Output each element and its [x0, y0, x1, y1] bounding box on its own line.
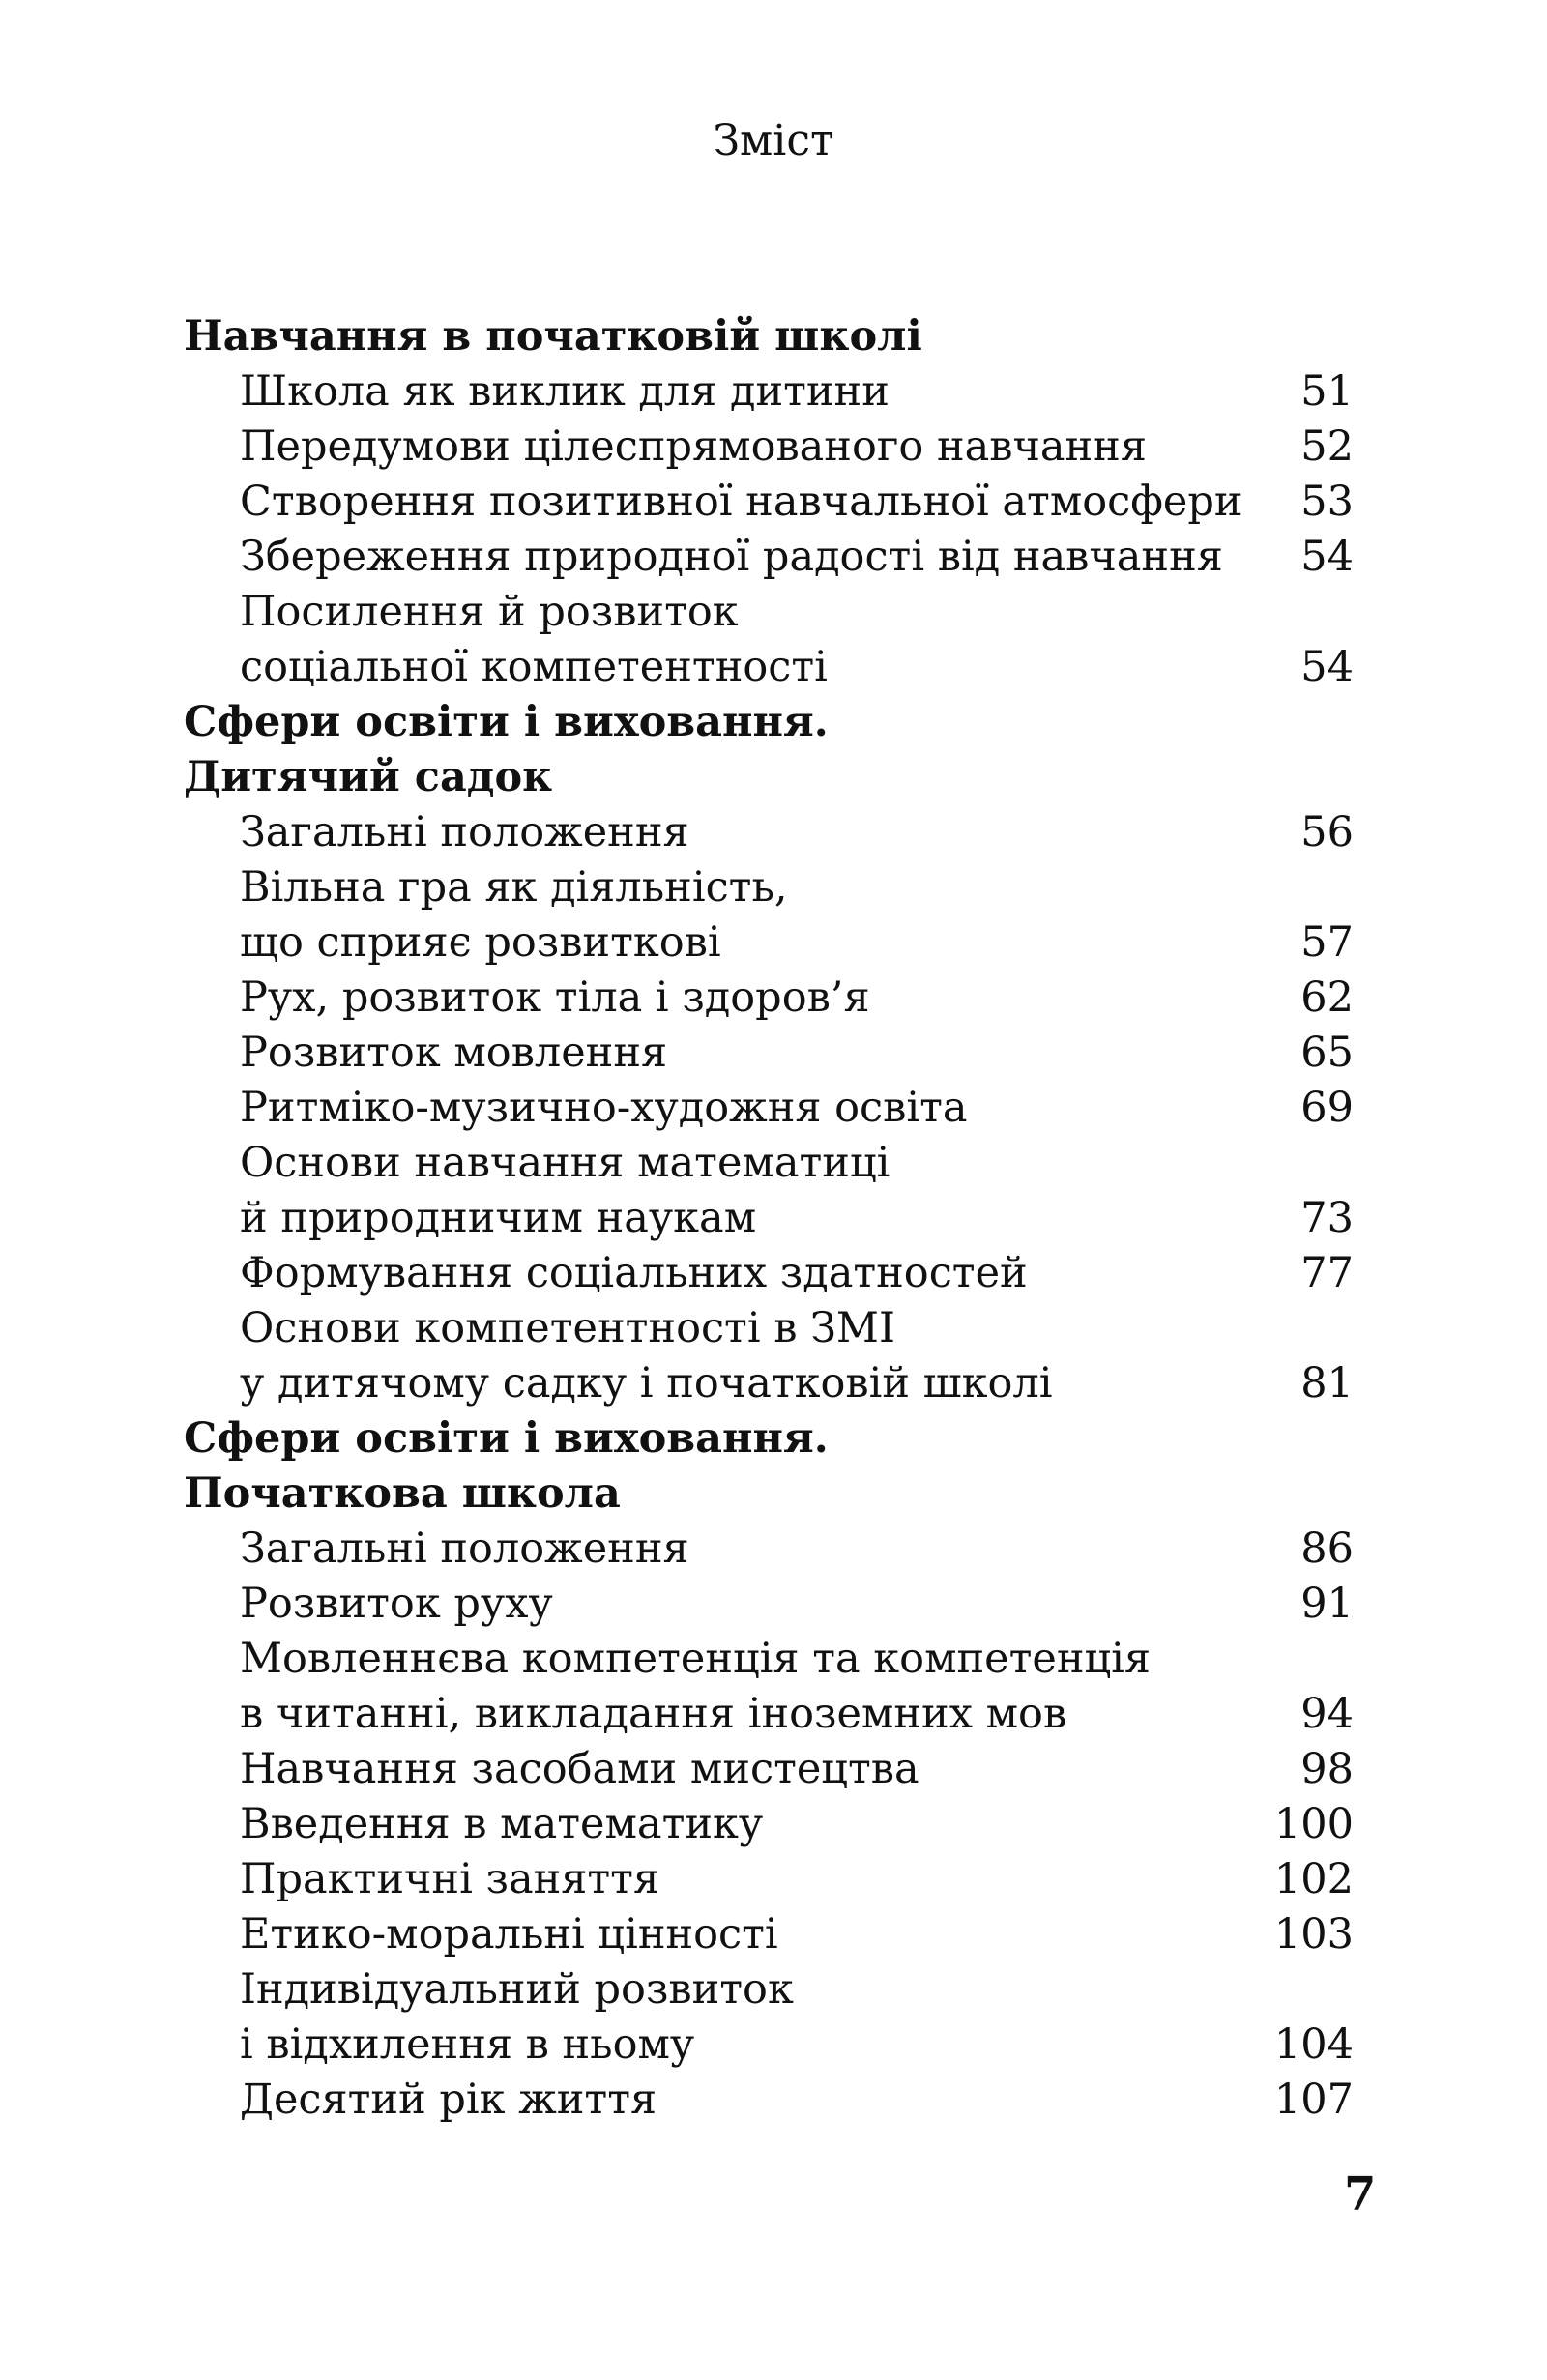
toc-entry-title: у дитячому садку і початковій школі: [240, 1359, 1053, 1408]
toc-entry-title: Введення в математику: [240, 1800, 764, 1848]
section-heading: Дитячий садок: [184, 753, 553, 801]
toc-entry-page: 51: [1300, 367, 1354, 416]
toc-entry-title: Практичні заняття: [240, 1855, 660, 1903]
toc-entry[interactable]: [240, 1522, 1354, 1577]
toc-entry-page: 54: [1300, 533, 1354, 581]
toc-entry-title: Навчання засобами мистецтва: [240, 1745, 919, 1793]
toc-entry[interactable]: [240, 475, 1354, 530]
toc-entry-title: Збереження природної радості від навчання: [240, 533, 1223, 581]
toc-entry-page: 69: [1300, 1084, 1354, 1132]
toc-entry-title: Школа як виклик для дитини: [240, 367, 890, 416]
section-heading: Навчання в початковій школі: [184, 312, 922, 361]
toc-entry-title: Загальні положення: [240, 808, 689, 856]
toc-entry[interactable]: [240, 364, 1354, 420]
toc-entry-page: 98: [1300, 1745, 1354, 1793]
page-number: 7: [1344, 2167, 1377, 2221]
toc-entry[interactable]: [240, 805, 1354, 860]
toc-entry-page: 103: [1273, 1910, 1354, 1959]
toc-entry-title: Десятий рік життя: [240, 2075, 657, 2124]
toc-entry-title: Ритміко-музично-художня освіта: [240, 1084, 968, 1132]
toc-entry-page: 57: [1300, 918, 1354, 967]
toc-entry[interactable]: [240, 530, 1354, 585]
toc-entry-title: соціальної компетентності: [240, 643, 828, 691]
section-heading: Сфери освіти і виховання.: [184, 698, 829, 746]
toc-entry[interactable]: [240, 1577, 1354, 1632]
toc-entry-title-line: Індивідуальний розвиток: [240, 1965, 794, 2014]
toc-entry[interactable]: [240, 1081, 1354, 1136]
table-of-contents: [184, 309, 1354, 2128]
toc-entry-title-line: Основи навчання математиці: [240, 1139, 890, 1187]
toc-entry-page: 107: [1273, 2075, 1354, 2124]
toc-entry-title: Етико-моральні цінності: [240, 1910, 778, 1959]
section-heading: Початкова школа: [184, 1469, 621, 1518]
toc-entry-page: 73: [1300, 1194, 1354, 1242]
toc-entry-title-line: Мовленнєва компетенція та компетенція: [240, 1635, 1152, 1683]
toc-entry[interactable]: [240, 1852, 1354, 1907]
toc-entry-page: 81: [1300, 1359, 1354, 1408]
toc-entry-page: 56: [1300, 808, 1354, 856]
toc-entry-page: 94: [1300, 1690, 1354, 1738]
toc-entry-page: 52: [1300, 422, 1354, 471]
toc-entry[interactable]: [240, 1246, 1354, 1301]
toc-entry[interactable]: [240, 971, 1354, 1026]
toc-entry-title-line: Основи компетентності в ЗМІ: [240, 1304, 895, 1352]
toc-entry-page: 53: [1300, 478, 1354, 526]
toc-entry-title: Рух, розвиток тіла і здоров’я: [240, 973, 870, 1022]
section-heading: Сфери освіти і виховання.: [184, 1414, 829, 1463]
toc-entry[interactable]: [240, 1026, 1354, 1081]
toc-entry[interactable]: [240, 1742, 1354, 1797]
toc-entry-page: 54: [1300, 643, 1354, 691]
toc-entry-title: Передумови цілеспрямованого навчання: [240, 422, 1147, 471]
toc-entry[interactable]: [240, 1136, 1354, 1246]
page-title: Зміст: [713, 116, 834, 165]
toc-entry-page: 62: [1300, 973, 1354, 1022]
toc-entry-page: 100: [1273, 1800, 1354, 1848]
toc-entry-title-line: Вільна гра як діяльність,: [240, 863, 788, 912]
toc-entry-title: і відхилення в ньому: [240, 2020, 695, 2069]
toc-entry-page: 65: [1300, 1029, 1354, 1077]
toc-entry[interactable]: [240, 2073, 1354, 2128]
toc-entry-page: 86: [1300, 1524, 1354, 1573]
toc-entry-title-line: Посилення й розвиток: [240, 588, 739, 636]
toc-entry[interactable]: [240, 1797, 1354, 1852]
toc-entry[interactable]: [240, 1907, 1354, 1962]
toc-entry[interactable]: [240, 860, 1354, 971]
toc-entry[interactable]: [240, 420, 1354, 475]
toc-entry[interactable]: [240, 1301, 1354, 1411]
toc-entry-title: що сприяє розвиткові: [240, 918, 721, 967]
toc-entry-title: Розвиток руху: [240, 1580, 553, 1628]
toc-entry[interactable]: [240, 585, 1354, 695]
toc-entry-title: Створення позитивної навчальної атмосфери: [240, 478, 1242, 526]
toc-entry-title: в читанні, викладання іноземних мов: [240, 1690, 1067, 1738]
toc-entry-page: 102: [1273, 1855, 1354, 1903]
toc-entry-title: Загальні положення: [240, 1524, 689, 1573]
toc-entry-title: Розвиток мовлення: [240, 1029, 668, 1077]
toc-entry[interactable]: [240, 1962, 1354, 2073]
toc-entry-title: Формування соціальних здатностей: [240, 1249, 1028, 1297]
toc-entry-page: 91: [1300, 1580, 1354, 1628]
toc-entry-page: 77: [1300, 1249, 1354, 1297]
toc-entry-page: 104: [1273, 2020, 1354, 2069]
toc-entry[interactable]: [240, 1632, 1354, 1742]
toc-entry-title: й природничим наукам: [240, 1194, 757, 1242]
